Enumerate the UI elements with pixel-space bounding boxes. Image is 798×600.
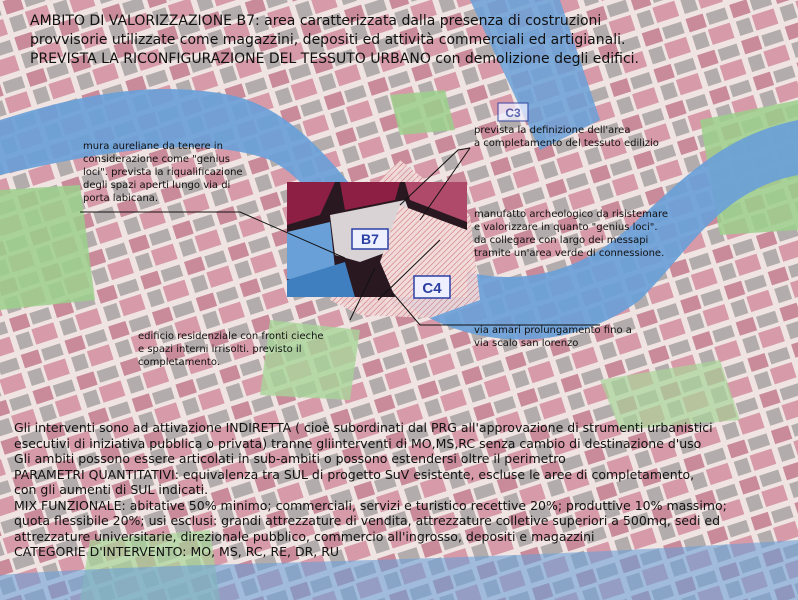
footer-line: quota flessibile 20%; usi esclusi: grandi attrezzature di vendita, attrezzature colletive superiori a 500mq, sedi ed	[14, 513, 721, 528]
annotation-line: manufatto archeologico da risistemare	[474, 209, 669, 220]
annotation-line: porta labicana.	[83, 193, 159, 204]
annotation-via-amari	[474, 324, 632, 350]
annotation-line: da collegare con largo dei messapi	[474, 235, 649, 246]
footer-line: attrezzature universitarie, direzionale pubblico, commercio all'ingrosso, depositi e magazzini	[14, 528, 595, 544]
footer-line: Gli interventi sono ad attivazione INDIRETTA ( cioè subordinati dal PRG all'approvazione di strumenti urbanistici	[14, 420, 713, 435]
annotation-line: mura aureliane da tenere in	[83, 141, 223, 152]
annotation-line: via scalo san lorenzo	[474, 338, 579, 349]
annotation-line: prevista la definizione dell'area	[474, 125, 631, 136]
footer-line: CATEGORIE D'INTERVENTO: MO, MS, RC, RE, DR, RU	[14, 544, 340, 559]
annotation-line: tramite un'area verde di connessione.	[474, 248, 665, 259]
annotation-line: via amari prolungamento fino a	[474, 325, 632, 336]
footer-line: PARAMETRI QUANTITATIVI: equivalenza tra SUL di progetto SuV esistente, escluse le aree di completamento,	[14, 466, 695, 482]
label-c4	[414, 276, 450, 298]
annotation-definizione-area	[474, 124, 659, 150]
footer-regulations	[14, 420, 794, 560]
header-line: PREVISTA LA RICONFIGURAZIONE DEL TESSUTO URBANO con demolizione degli edifici.	[30, 51, 639, 67]
footer-line: esecutivi di iniziativa pubblica o privata) tranne gliinterventi di MO,MS,RC senza cambio di destinazione d'uso	[14, 435, 702, 451]
label-c3	[498, 103, 528, 121]
svg-text:C4: C4	[422, 280, 442, 297]
annotation-edificio-residenziale	[138, 330, 324, 369]
green-area	[0, 185, 95, 310]
footer-line: MIX FUNZIONALE: abitative 50% minimo; commerciali, servizi e turistico recettive 20%; produttive 10% massimo;	[14, 497, 727, 513]
label-b7	[352, 229, 388, 249]
annotation-line: edificio residenziale con fronti cieche	[138, 331, 324, 342]
header-line: AMBITO DI VALORIZZAZIONE B7: area caratterizzata dalla presenza di costruzioni	[30, 13, 602, 29]
annotation-line: degli spazi aperti lungo via di	[83, 180, 231, 191]
annotation-line: a completamento del tessuto edilizio	[474, 138, 659, 149]
svg-text:B7: B7	[361, 231, 379, 247]
header-description	[30, 12, 790, 69]
annotation-line: e valorizzare in quanto "genius loci".	[474, 222, 658, 233]
annotation-line: loci". prevista la riqualificazione	[83, 167, 243, 178]
footer-line: con gli aumenti di SUL indicati.	[14, 482, 209, 497]
green-area	[390, 90, 455, 135]
annotation-line: considerazione come "genius	[83, 154, 230, 165]
annotation-mura-aureliane	[83, 140, 243, 205]
header-line: provvisorie utilizzate come magazzini, depositi ed attività commerciali ed artigianali.	[30, 32, 626, 48]
annotation-manufatto-archeologico	[474, 208, 668, 260]
annotation-line: e spazi interni irrisolti. previsto il	[138, 344, 302, 355]
annotation-line: completamento.	[138, 357, 220, 368]
footer-line: Gli ambiti possono essere articolati in sub-ambiti o possono estendersi oltre il perimetro	[14, 451, 566, 466]
svg-text:C3: C3	[505, 106, 521, 120]
